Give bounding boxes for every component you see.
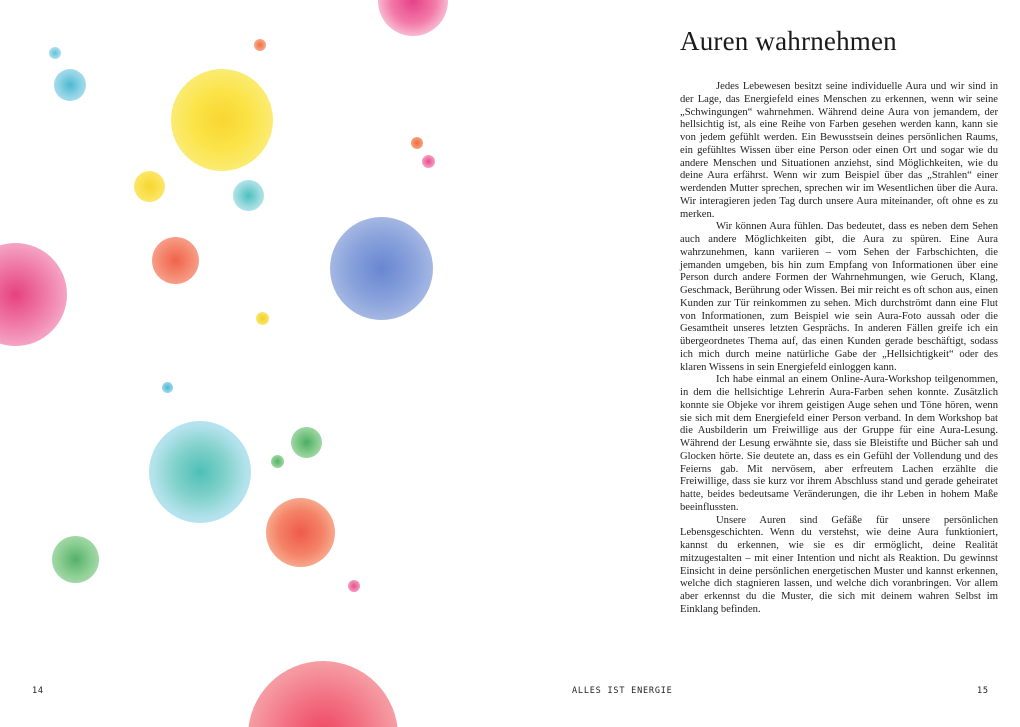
aura-bubble-cyan-small <box>54 69 86 101</box>
aura-bubble-cyan-tiny <box>49 47 61 59</box>
aura-bubble-cyan-dot <box>162 382 173 393</box>
aura-bubble-green-dot <box>271 455 284 468</box>
aura-bubble-teal-small <box>233 180 264 211</box>
aura-bubble-pink-dot <box>422 155 435 168</box>
aura-bubble-red-bottom <box>248 661 398 727</box>
aura-bubble-green-medium <box>52 536 99 583</box>
aura-bubble-yellow-small <box>134 171 165 202</box>
aura-bubble-pink-large <box>0 243 67 346</box>
aura-bubble-pink-top <box>378 0 448 36</box>
aura-bubble-orange-dot <box>411 137 423 149</box>
body-text <box>680 81 998 617</box>
running-head: ALLES IST ENERGIE <box>572 686 673 696</box>
paragraph: Unsere Auren sind Gefäße für unsere persönlichen Lebensgeschichten. Wenn du verstehst, wie deine Aura funktioniert, kannst du erkennen, wie sie es dir ermöglicht, deine Realität mitzugestalten – mit einer Intention und nicht als Reaktion. Du gewinnst Einsicht in deine persönlichen energetischen Muster und kannst erkennen, welche dich stagnieren lassen, und welche dich voranbringen. Vor allem aber erkennst du die Muster, die sich mit deinem wahren Selbst im Einklang befinden. <box>680 514 998 615</box>
aura-bubble-orange-medium <box>152 237 199 284</box>
paragraph: Wir können Aura fühlen. Das bedeutet, dass es neben dem Sehen auch andere Möglichkeiten gibt, die Aura zu spüren. Eine Aura wahrzunehmen, kann variieren – vom Sehen der Farbschichten, die jemanden umgeben, bis hin zum Empfang von Informationen über eine Person durch andere Formen der Wahrnehmungen, wie Geruch, Klang, Geschmack, Berührung oder Wissen. Bei mir reicht es oft schon aus, einen Kunden zur Tür reinkommen zu sehen. Mich durchströmt dann eine Flut von Informationen, zum Beispiel wie sein Aura-Foto aussah oder die Gesamtheit unseres letzten Gesprächs. In anderen Fällen greife ich ein übergeordnetes Thema auf, das einen Kunden gerade beschäftigt, sodass ich mich durch meine natürliche Gabe der „Hellsichtigkeit“ oder des klaren Wissens in sein Energiefeld einloggen kann. <box>680 221 998 373</box>
aura-bubble-green-small <box>291 427 322 458</box>
aura-bubble-yellow-large <box>171 69 273 171</box>
paragraph: Jedes Lebewesen besitzt seine individuelle Aura und wir sind in der Lage, das Energiefeld eines Menschen zu erkennen, wenn wir seine „Schwingungen“ wahrnehmen. Während deine Aura von jemandem, der hellsichtig ist, als eine Reihe von Farben gesehen werden kann, kann sie von jedem gefühlt werden. Ein Bewusstsein deines persönlichen Raums, ein gefühltes Wissen über eine Person oder einen Ort und sogar wie du andere Menschen und Situationen anziehst, sind Möglichkeiten, wie du deine Aura erfährst. Wenn wir zum Beispiel über das „Strahlen“ einer werdenden Mutter sprechen, sprechen wir im Wesentlichen über die Aura. Wir interagieren jeden Tag durch unsere Aura miteinander, oft ohne es zu merken. <box>680 81 998 220</box>
aura-bubble-cyan-large <box>149 421 251 523</box>
page-number-left: 14 <box>32 686 44 696</box>
aura-bubble-blue-large <box>330 217 433 320</box>
aura-bubble-orange-tiny <box>254 39 266 51</box>
aura-bubble-yellow-dot <box>256 312 269 325</box>
text-page <box>510 0 1020 727</box>
paragraph: Ich habe einmal an einem Online-Aura-Workshop teilgenommen, in dem die hellsichtige Lehrerin Aura-Farben sehen konnte. Zusätzlich konnte sie Objeke vor ihrem geistigen Auge sehen und Töne hören, wenn sie sich mit dem Energiefeld einer Person verband. In dem Workshop bat die Ausbilderin um Freiwillige aus der Gruppe für eine Aura-Lesung. Während der Lesung erwähnte sie, dass sie Bleistifte und Bücher sah und Glocken hörte. Sie deutete an, dass es ein Gefühl der Vollendung und des Feierns gab. Mit nervösem, aber erfreutem Lachen erzählte die Freiwillige, dass sie kurz vor ihrem Abschluss stand und gerade geheiratet hatte, beides bedeutsame Veränderungen, die ihr Leben in hohem Maße beeinflussten. <box>680 374 998 513</box>
aura-bubble-pink-tiny <box>348 580 360 592</box>
aura-bubble-orange-large <box>266 498 335 567</box>
page-title: Auren wahrnehmen <box>680 26 897 56</box>
page-number-right: 15 <box>977 686 989 696</box>
